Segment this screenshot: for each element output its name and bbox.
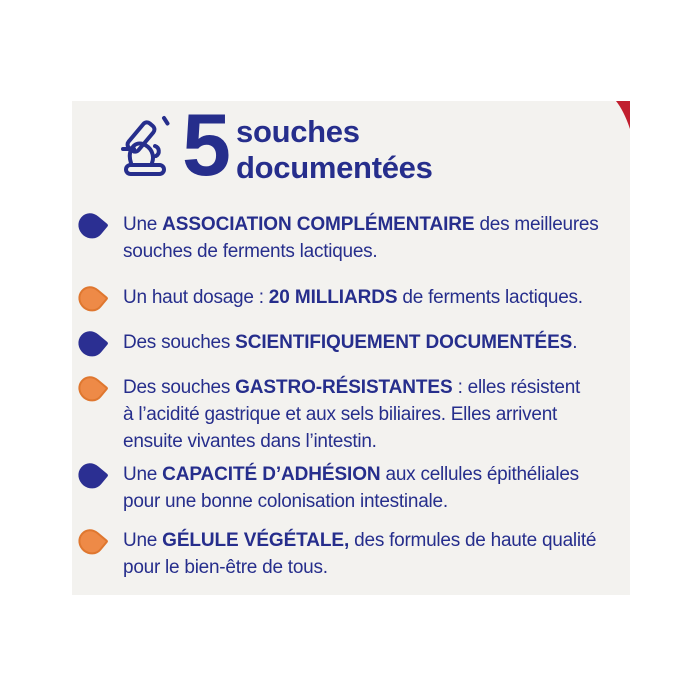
text-line bbox=[123, 461, 579, 488]
text-segment: souches de ferments lactiques. bbox=[123, 241, 378, 262]
text-segment: . bbox=[572, 332, 578, 353]
text-line bbox=[123, 554, 596, 581]
text-segment-bold: ASSOCIATION COMPLÉMENTAIRE bbox=[162, 214, 475, 235]
bullet-text bbox=[123, 527, 596, 581]
text-segment: : elles résistent bbox=[452, 377, 581, 398]
text-segment: Des souches bbox=[123, 377, 236, 398]
bullet-item-gelule bbox=[76, 527, 596, 581]
text-line bbox=[123, 329, 577, 356]
bullet-item-documentees bbox=[76, 329, 577, 356]
red-corner-accent bbox=[616, 101, 630, 129]
text-line bbox=[123, 401, 580, 428]
text-line bbox=[123, 374, 580, 401]
text-segment: des meilleures bbox=[474, 214, 599, 235]
text-line bbox=[123, 488, 579, 515]
bullet-item-adhesion bbox=[76, 461, 579, 515]
text-segment: Une bbox=[123, 214, 163, 235]
text-segment: aux cellules épithéliales bbox=[380, 464, 579, 485]
drop-bullet-icon bbox=[73, 371, 108, 406]
bullet-text bbox=[123, 329, 577, 356]
title-line-1: souches bbox=[236, 114, 360, 149]
text-segment: Des souches bbox=[123, 332, 236, 353]
text-segment-bold: GASTRO-RÉSISTANTES bbox=[235, 377, 453, 398]
text-line bbox=[123, 428, 580, 455]
bullet-item-association bbox=[76, 211, 598, 265]
page-title bbox=[236, 114, 433, 186]
drop-bullet-icon bbox=[73, 524, 108, 559]
package-panel bbox=[72, 95, 630, 595]
strain-count: 5 bbox=[182, 95, 229, 194]
text-line bbox=[123, 527, 596, 554]
text-segment-bold: 20 MILLIARDS bbox=[268, 287, 398, 308]
text-line bbox=[123, 284, 583, 311]
text-segment: de ferments lactiques. bbox=[397, 287, 583, 308]
drop-bullet-icon bbox=[73, 208, 108, 243]
bullet-item-gastro-resistantes bbox=[76, 374, 580, 455]
bullet-item-dosage bbox=[76, 284, 583, 311]
text-segment-bold: CAPACITÉ D’ADHÉSION bbox=[162, 464, 381, 485]
text-segment: Une bbox=[123, 530, 163, 551]
text-segment: Un haut dosage : bbox=[123, 287, 269, 308]
text-line bbox=[123, 238, 598, 265]
microscope-icon bbox=[118, 113, 172, 179]
text-segment: pour le bien-être de tous. bbox=[123, 557, 328, 578]
text-segment: ensuite vivantes dans l’intestin. bbox=[123, 431, 377, 452]
text-segment: Une bbox=[123, 464, 163, 485]
drop-bullet-icon bbox=[73, 281, 108, 316]
text-segment: à l’acidité gastrique et aux sels biliaires. Elles arrivent bbox=[123, 404, 558, 425]
bullet-text bbox=[123, 211, 598, 265]
text-segment-bold: SCIENTIFIQUEMENT DOCUMENTÉES bbox=[235, 332, 573, 353]
text-segment: des formules de haute qualité bbox=[349, 530, 597, 551]
drop-bullet-icon bbox=[73, 326, 108, 361]
bullet-text bbox=[123, 284, 583, 311]
drop-bullet-icon bbox=[73, 458, 108, 493]
title-line-2: documentées bbox=[236, 150, 433, 185]
text-segment: pour une bonne colonisation intestinale. bbox=[123, 491, 448, 512]
bullet-text bbox=[123, 374, 580, 455]
text-line bbox=[123, 211, 598, 238]
bullet-text bbox=[123, 461, 579, 515]
text-segment-bold: GÉLULE VÉGÉTALE, bbox=[162, 530, 350, 551]
